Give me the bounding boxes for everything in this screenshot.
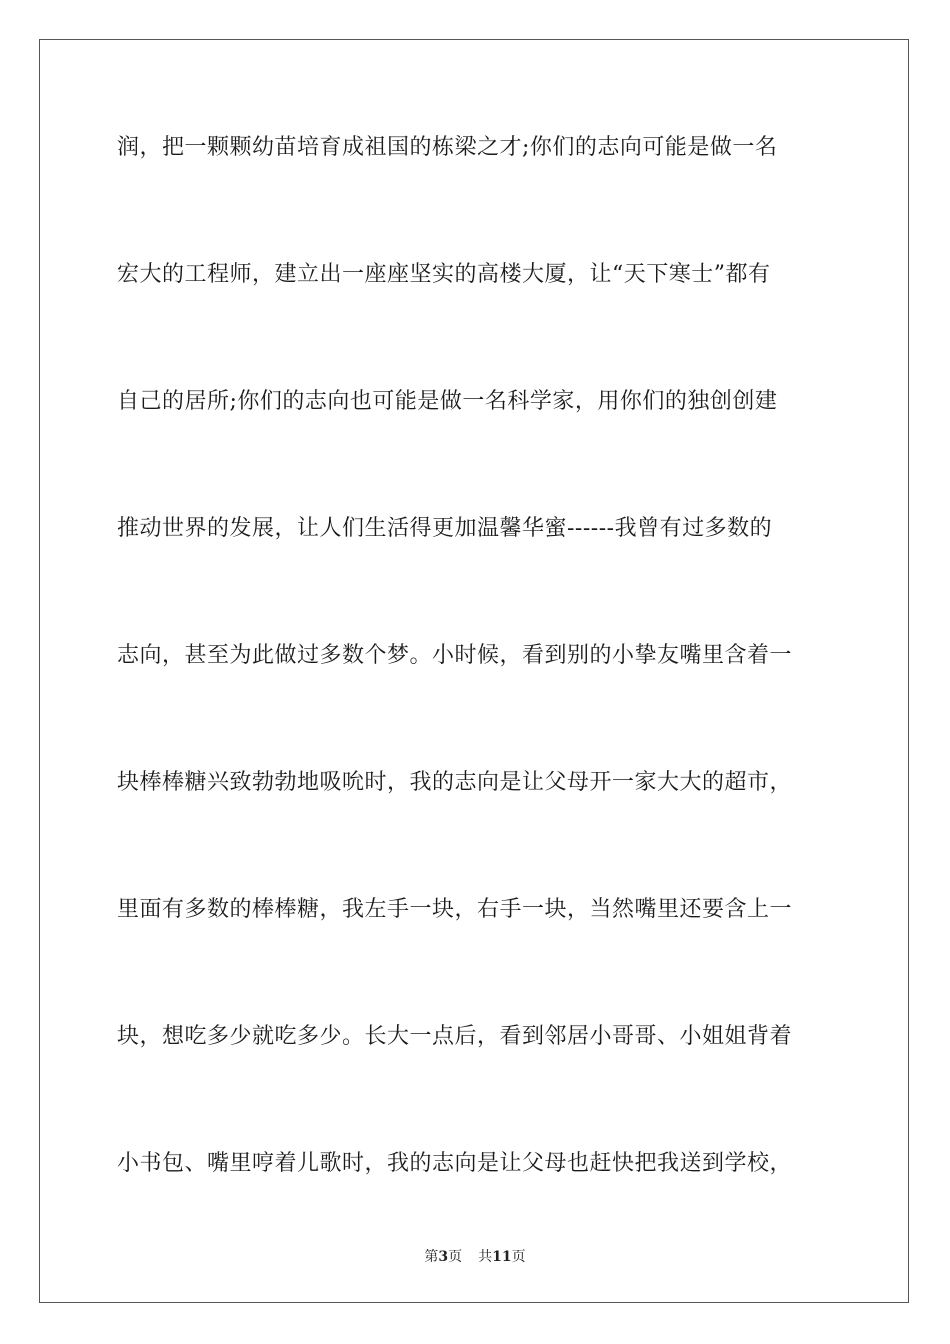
page-number: 3 — [438, 1249, 449, 1265]
text-line: 润，把一颗颗幼苗培育成祖国的栋梁之才;你们的志向可能是做一名 — [117, 135, 778, 160]
text-line: 自己的居所;你们的志向也可能是做一名科学家，用你们的独创创建 — [117, 389, 778, 414]
total-suffix: 页 — [511, 1249, 526, 1265]
page-footer — [0, 1246, 950, 1266]
text-line: 小书包、嘴里哼着儿歌时，我的志向是让父母也赶快把我送到学校， — [117, 1151, 793, 1176]
text-line: 块，想吃多少就吃多少。长大一点后，看到邻居小哥哥、小姐姐背着 — [117, 1024, 793, 1049]
page-suffix: 页 — [448, 1249, 463, 1265]
text-line: 志向，甚至为此做过多数个梦。小时候，看到别的小挚友嘴里含着一 — [117, 643, 793, 668]
text-line: 块棒棒糖兴致勃勃地吸吮时，我的志向是让父母开一家大大的超市， — [117, 770, 793, 795]
text-line: 推动世界的发展，让人们生活得更加温馨华蜜------我曾有过多数的 — [117, 516, 773, 541]
total-prefix: 共 — [478, 1249, 493, 1265]
text-line: 里面有多数的棒棒糖，我左手一块，右手一块，当然嘴里还要含上一 — [117, 897, 793, 922]
text-line: 宏大的工程师，建立出一座座坚实的高楼大厦，让“天下寒士”都有 — [117, 262, 771, 287]
document-body — [117, 128, 837, 1271]
total-pages: 11 — [492, 1249, 512, 1265]
page-prefix: 第 — [424, 1249, 439, 1265]
